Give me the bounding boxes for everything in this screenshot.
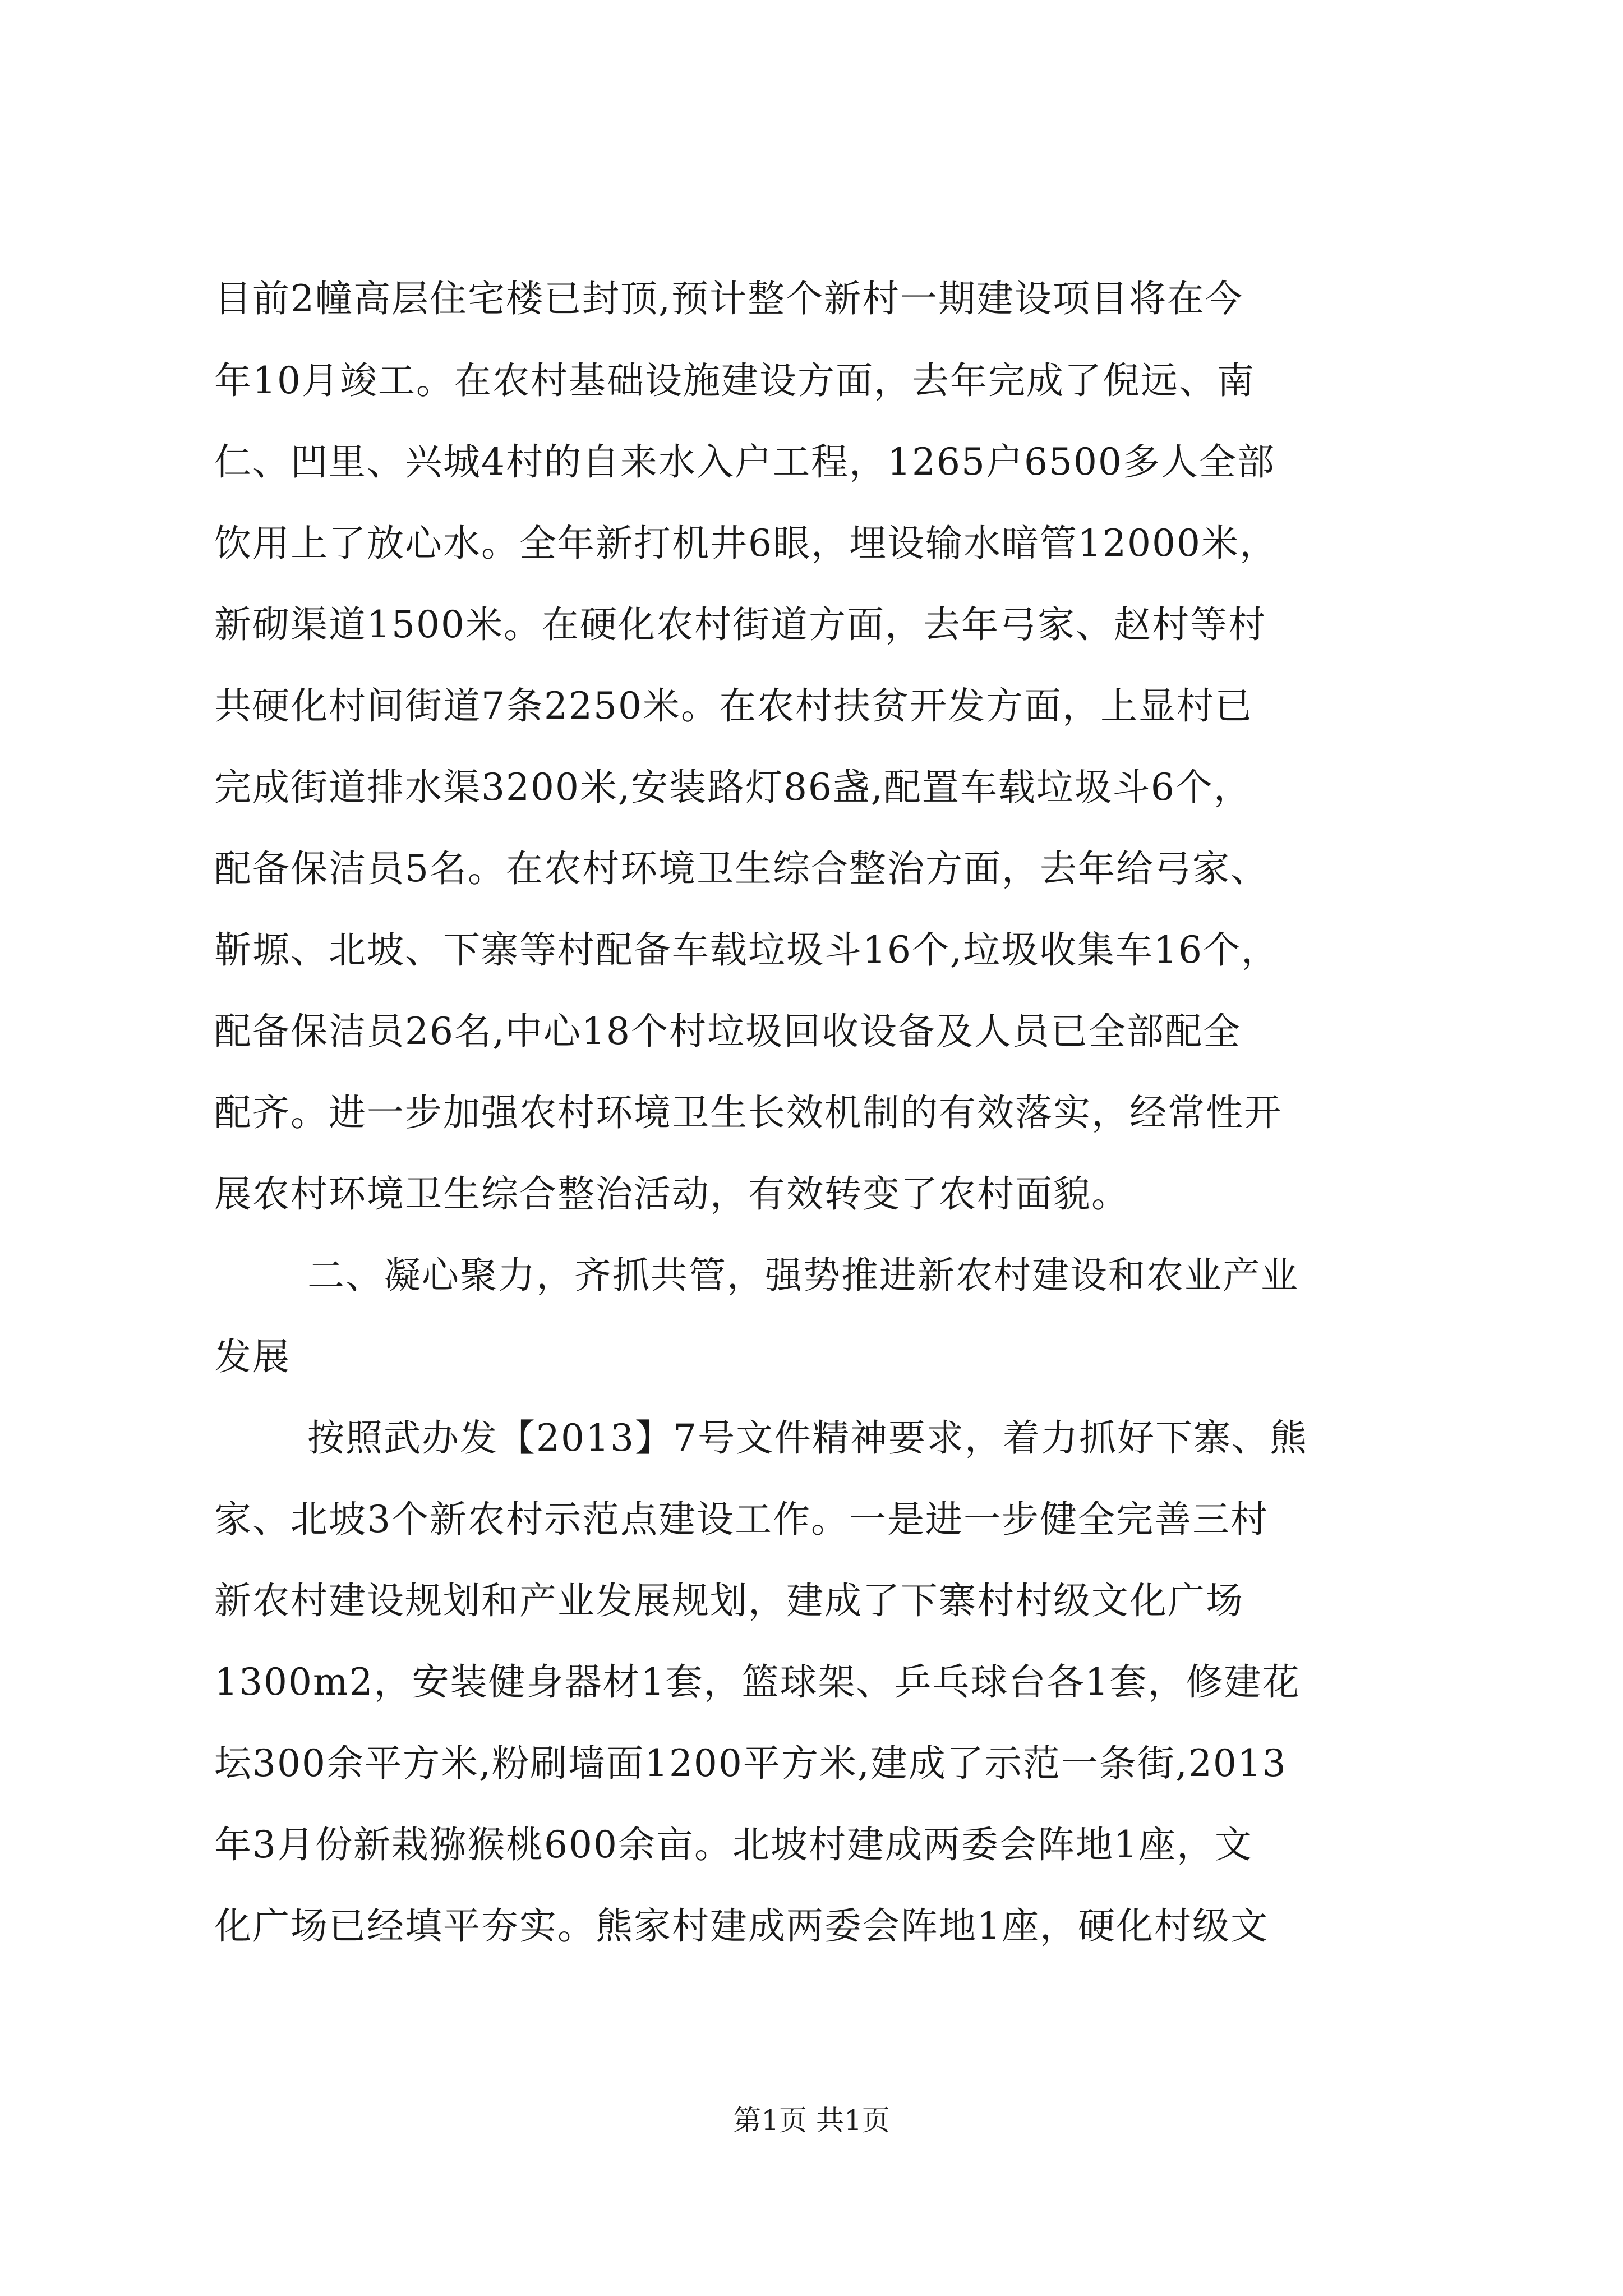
body-line: 配齐。进一步加强农村环境卫生长效机制的有效落实，经常性开 <box>214 1091 1282 1134</box>
body-line: 配备保洁员26名,中心18个村垃圾回收设备及人员已全部配全 <box>214 1010 1241 1053</box>
body-line: 坛300余平方米,粉刷墙面1200平方米,建成了示范一条街,2013 <box>214 1742 1287 1785</box>
body-line: 配备保洁员5名。在农村环境卫生综合整治方面，去年给弓家、 <box>214 847 1269 890</box>
body-line: 靳塬、北坡、下寨等村配备车载垃圾斗16个,垃圾收集车16个， <box>214 928 1279 972</box>
body-line: 饮用上了放心水。全年新打机井6眼，埋设输水暗管12000米， <box>214 522 1278 565</box>
page-footer: 第1页 共1页 <box>733 2104 890 2137</box>
body-line: 展农村环境卫生综合整治活动，有效转变了农村面貌。 <box>214 1172 1129 1216</box>
body-line: 完成街道排水渠3200米,安装路灯86盏,配置车载垃圾斗6个， <box>214 766 1252 809</box>
body-line: 共硬化村间街道7条2250米。在农村扶贫开发方面，上显村已 <box>214 684 1253 728</box>
section-heading: 二、凝心聚力，齐抓共管，强势推进新农村建设和农业产业 <box>307 1254 1299 1297</box>
paragraph-start: 按照武办发【2013】7号文件精神要求，着力抓好下寨、熊 <box>307 1416 1308 1460</box>
body-line: 化广场已经填平夯实。熊家村建成两委会阵地1座，硬化村级文 <box>214 1904 1269 1948</box>
body-line: 新农村建设规划和产业发展规划，建成了下寨村村级文化广场 <box>214 1579 1244 1622</box>
body-line: 年10月竣工。在农村基础设施建设方面，去年完成了倪远、南 <box>214 359 1255 402</box>
body-line: 新砌渠道1500米。在硬化农村街道方面，去年弓家、赵村等村 <box>214 603 1266 646</box>
body-line: 年3月份新栽猕猴桃600余亩。北坡村建成两委会阵地1座，文 <box>214 1823 1253 1866</box>
body-line: 仁、凹里、兴城4村的自来水入户工程，1265户6500多人全部 <box>214 440 1275 484</box>
body-line: 目前2幢高层住宅楼已封顶,预计整个新村一期建设项目将在今 <box>214 277 1243 320</box>
body-line: 家、北坡3个新农村示范点建设工作。一是进一步健全完善三村 <box>214 1498 1269 1541</box>
section-heading-continued: 发展 <box>214 1335 291 1378</box>
body-line: 1300m2，安装健身器材1套，篮球架、乒乓球台各1套，修建花 <box>214 1660 1301 1704</box>
